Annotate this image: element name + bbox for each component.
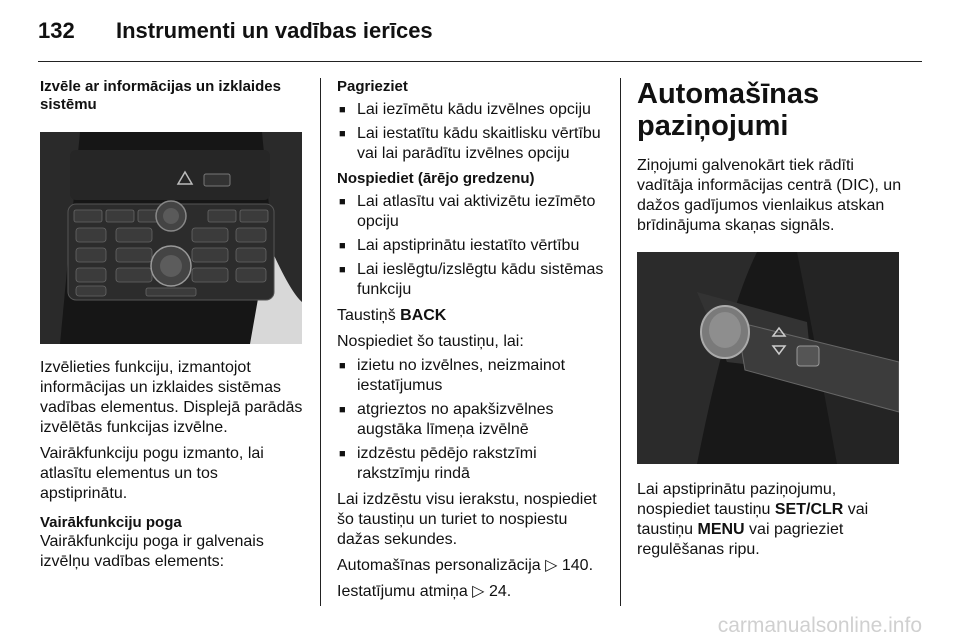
paragraph: Vairākfunkciju pogu izmanto, lai atlasītu elementus un tos apstiprinātu. bbox=[40, 445, 264, 502]
page-header bbox=[38, 18, 433, 44]
list-item: ■ atgrieztos no apakšizvēlnes augstāka līmeņa izvēlnē bbox=[337, 400, 609, 440]
cross-reference: Iestatījumu atmiņa ▷ 24. bbox=[337, 583, 512, 600]
list-item: ■ Lai iezīmētu kādu izvēlnes opciju bbox=[337, 100, 609, 120]
column-1 bbox=[40, 78, 308, 572]
reference-arrow-icon: ▷ bbox=[545, 557, 558, 574]
steering-stalk-photo bbox=[637, 252, 899, 464]
set-clr-key: SET/CLR bbox=[774, 501, 844, 518]
paragraph: Nospiediet šo taustiņu, lai: bbox=[337, 333, 524, 350]
section-heading: Izvēle ar informācijas un izklaides sistēmu bbox=[40, 78, 281, 113]
list-item: ■ Lai iestatītu kādu skaitlisku vērtību vai lai parādītu izvēlnes opciju bbox=[337, 124, 609, 164]
watermark: carmanualsonline.info bbox=[717, 614, 922, 637]
column-3 bbox=[637, 78, 909, 560]
menu-key: MENU bbox=[697, 521, 745, 538]
paragraph: Ziņojumi galvenokārt tiek rādīti vadītāja informācijas centrā (DIC), un dažos gadījumos vienlaikus atskan brīdinājuma skaņas signāls. bbox=[637, 157, 902, 234]
list-item: ■ Lai ieslēgtu/izslēgtu kādu sistēmas funkciju bbox=[337, 260, 609, 300]
back-key: BACK bbox=[400, 307, 447, 324]
column-divider bbox=[320, 78, 321, 606]
list-item: ■ Lai apstiprinātu iestatīto vērtību bbox=[337, 236, 609, 256]
subheading: Nospiediet (ārējo gredzenu) bbox=[337, 170, 535, 187]
infotainment-panel-photo bbox=[40, 132, 302, 344]
paragraph: Lai apstiprinātu paziņojumu, nospiediet taustiņu SET/CLR vai taustiņu MENU vai pagrieziet regulēšanas ripu. bbox=[637, 481, 869, 558]
page-number: 132 bbox=[38, 18, 75, 43]
list-item: ■ izietu no izvēlnes, neizmainot iestatījumus bbox=[337, 356, 609, 396]
cross-reference: Automašīnas personalizācija ▷ 140. bbox=[337, 557, 594, 574]
list-item: ■ izdzēstu pēdējo rakstzīmi rakstzīmju rindā bbox=[337, 444, 609, 484]
page-title: Instrumenti un vadības ierīces bbox=[116, 18, 433, 43]
header-rule bbox=[38, 61, 922, 62]
column-divider bbox=[620, 78, 621, 606]
subheading: Vairākfunkciju poga bbox=[40, 514, 182, 531]
column-2 bbox=[337, 78, 609, 602]
back-key-label: Taustiņš BACK bbox=[337, 307, 447, 324]
list-item: ■ Lai atlasītu vai aktivizētu iezīmēto opciju bbox=[337, 192, 609, 232]
paragraph: Lai izdzēstu visu ierakstu, nospiediet šo taustiņu un turiet to nospiestu dažas sekundes. bbox=[337, 491, 597, 548]
section-title: Automašīnas paziņojumi bbox=[637, 78, 820, 142]
paragraph: Vairākfunkciju poga ir galvenais izvēlņu vadības elements: bbox=[40, 533, 264, 570]
reference-arrow-icon: ▷ bbox=[472, 583, 485, 600]
paragraph: Izvēlieties funkciju, izmantojot informācijas un izklaides sistēmas vadības elementus. Displejā parādās izvēlētās funkcijas izvēlne. bbox=[40, 359, 303, 436]
subheading: Pagrieziet bbox=[337, 78, 408, 95]
